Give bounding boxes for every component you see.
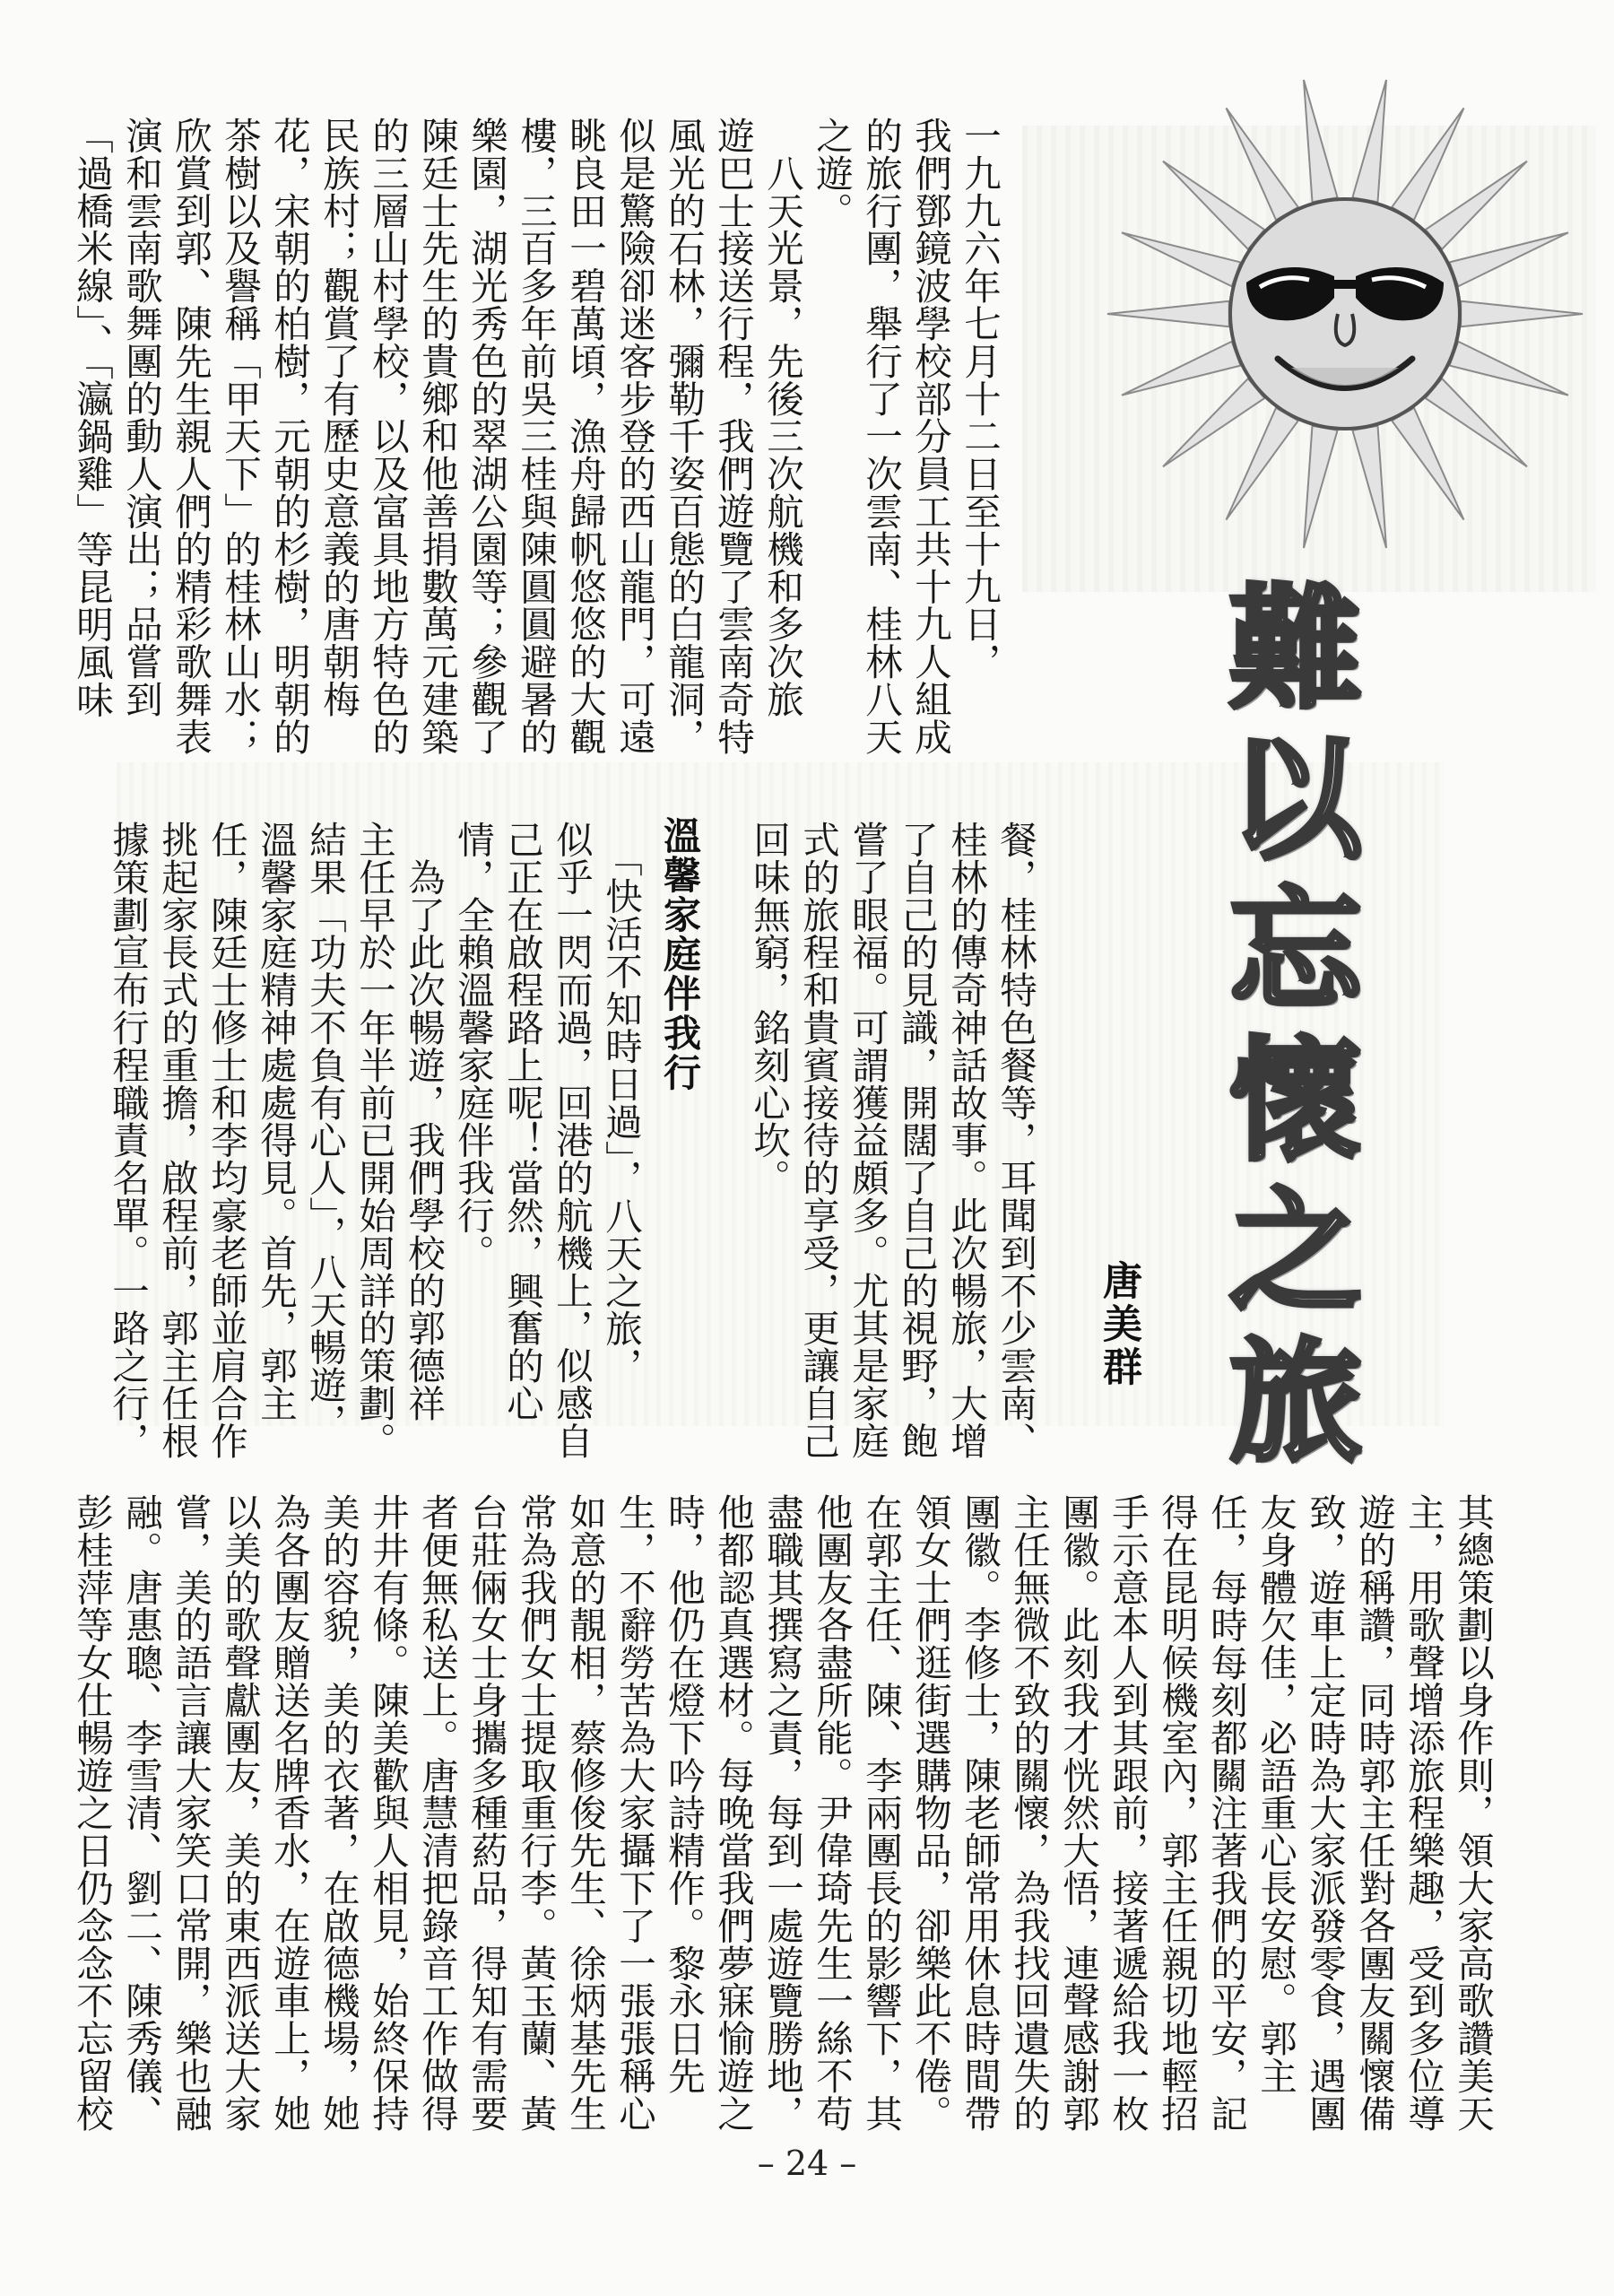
sun-ray [1304, 80, 1338, 202]
sun-ray [1392, 109, 1463, 221]
sun-ray [1392, 408, 1463, 520]
sun-ray [1426, 161, 1527, 249]
sun-ray [1122, 232, 1240, 286]
title-char: 之 [1229, 1175, 1362, 1329]
title-char: 旅 [1229, 1326, 1362, 1480]
article-title [1210, 574, 1381, 1478]
sun-ray [1163, 378, 1264, 466]
article-author: 唐美群 [1096, 1260, 1141, 1389]
sun-sunglasses-icon [1103, 72, 1587, 574]
sun-ray [1107, 301, 1229, 327]
sun-ray [1426, 378, 1527, 466]
title-char: 難 [1229, 572, 1362, 726]
sun-ray [1227, 408, 1298, 520]
sun-ray [1461, 301, 1583, 327]
article-body-column-3: 其總策劃以身作則，領大家高歌讚美天 主，用歌聲增添旅程樂趣，受到多位導 遊的稱讚，同時郭主任對各團友關懷備 致，遊車上定時為大家派發零食，遇團 友身體欠佳，必語重心長安慰。郭主 任，每時每刻都關注著我們的平安，記 得在昆明候機室內，郭主任親切地輕招 手示意本人到其跟前，接著遞給我一枚 團徽。此刻我才恍然大悟，連聲感謝郭 主任無微不致的關懷，為我找回遺失的 團徽。李修士，陳老師常用休息時間帶 領女士們逛街選購物品，卻樂此不倦。 在郭主任、陳、李兩團長的影響下，其 他團友各盡所能。尹偉琦先生一絲不苟 盡職其撰寫之責，每到一處遊覽勝地， 他都認真選材。每晚當我們夢寐愉遊之 時，他仍在燈下吟詩精作。黎永日先 生，不辭勞苦為大家攝下了一張張稱心 如意的靚相，蔡修俊先生、徐炳基先生 常為我們女士提取重行李。黃玉蘭、黃 台莊倆女士身攜多種葯品，得知有需要 者便無私送上。唐慧清把錄音工作做得 井井有條。陳美歡與人相見，始終保持 美的容貌，美的衣著，在啟德機場，她 為各團友贈送名牌香水，在遊車上，她 以美的歌聲獻團友，美的東西派送大家 嘗，美的語言讓大家笑口常開，樂也融 融。唐惠聰、李雪清、劉二、陳秀儀、 彭桂萍等女仕暢遊之日仍念念不忘留校 [70, 1493, 1495, 2133]
sun-ray [1122, 342, 1240, 396]
section-subheading: 溫馨家庭伴我行 [658, 816, 702, 1092]
article-body-column-2: 餐，桂林特色餐等，耳聞到不少雲南、 桂林的傳奇神話故事。此次暢旅，大增 了自己的見識，開闊了自己的視野，飽 嘗了眼福。可謂獲益頗多。尤其是家庭 式的旅程和貴賓接待的享受，更讓自己 回味無窮，銘刻心坎。 「快活不知時日過」，八天之旅， 似乎一閃而過，回港的航機上，似感自 己正在啟程路上呢！當然，興奮的心 情，全賴溫馨家庭伴我行。 為了此次暢遊，我們學校的郭德祥 主任早於一年半前已開始周詳的策劃。 結果「功夫不負有心人」，八天暢遊， 溫馨家庭精神處處得見。首先，郭主 任，陳廷士修士和李均豪老師並肩合作 挑起家長式的重擔，啟程前，郭主任根 據策劃宣布行程職責名單。一路之行， [106, 821, 1037, 1460]
article-body-column-1: 一九九六年七月十二日至十九日， 我們鄧鏡波學校部分員工共十九人組成 的旅行團，舉行了一次雲南、桂林八天 之遊。 八天光景，先後三次航機和多次旅 遊巴士接送行程，我們遊覽了雲南奇特 風光的石林，彌勒千姿百態的白龍洞， 似是驚險卻迷客步登的西山龍門，可遠 眺良田一碧萬頃，漁舟歸帆悠悠的大觀 樓，三百多年前吳三桂與陳圓圓避暑的 樂園，湖光秀色的翠湖公園等；參觀了 陳廷士先生的貴鄉和他善捐數萬元建築 的三層山村學校，以及富具地方特色的 民族村；觀賞了有歷史意義的唐朝梅 花，宋朝的柏樹，元朝的杉樹，明朝的 茶樹以及譽稱「甲天下」的桂林山水； 欣賞到郭、陳先生親人們的精彩歌舞表 演和雲南歌舞團的動人演出；品嘗到 「過橋米線」、「瀛鍋雞」等昆明風味 [70, 117, 1002, 756]
title-char: 以 [1229, 723, 1362, 877]
sun-ray [1352, 80, 1386, 202]
sun-ray [1352, 426, 1386, 548]
sun-ray [1163, 161, 1264, 249]
page-number: – 24 – [757, 2144, 857, 2183]
sun-ray [1304, 426, 1338, 548]
title-char: 懷 [1229, 1024, 1362, 1178]
sun-ray [1450, 232, 1568, 286]
sun-ray [1227, 109, 1298, 221]
sun-ray [1450, 342, 1568, 396]
title-char: 忘 [1229, 874, 1362, 1028]
